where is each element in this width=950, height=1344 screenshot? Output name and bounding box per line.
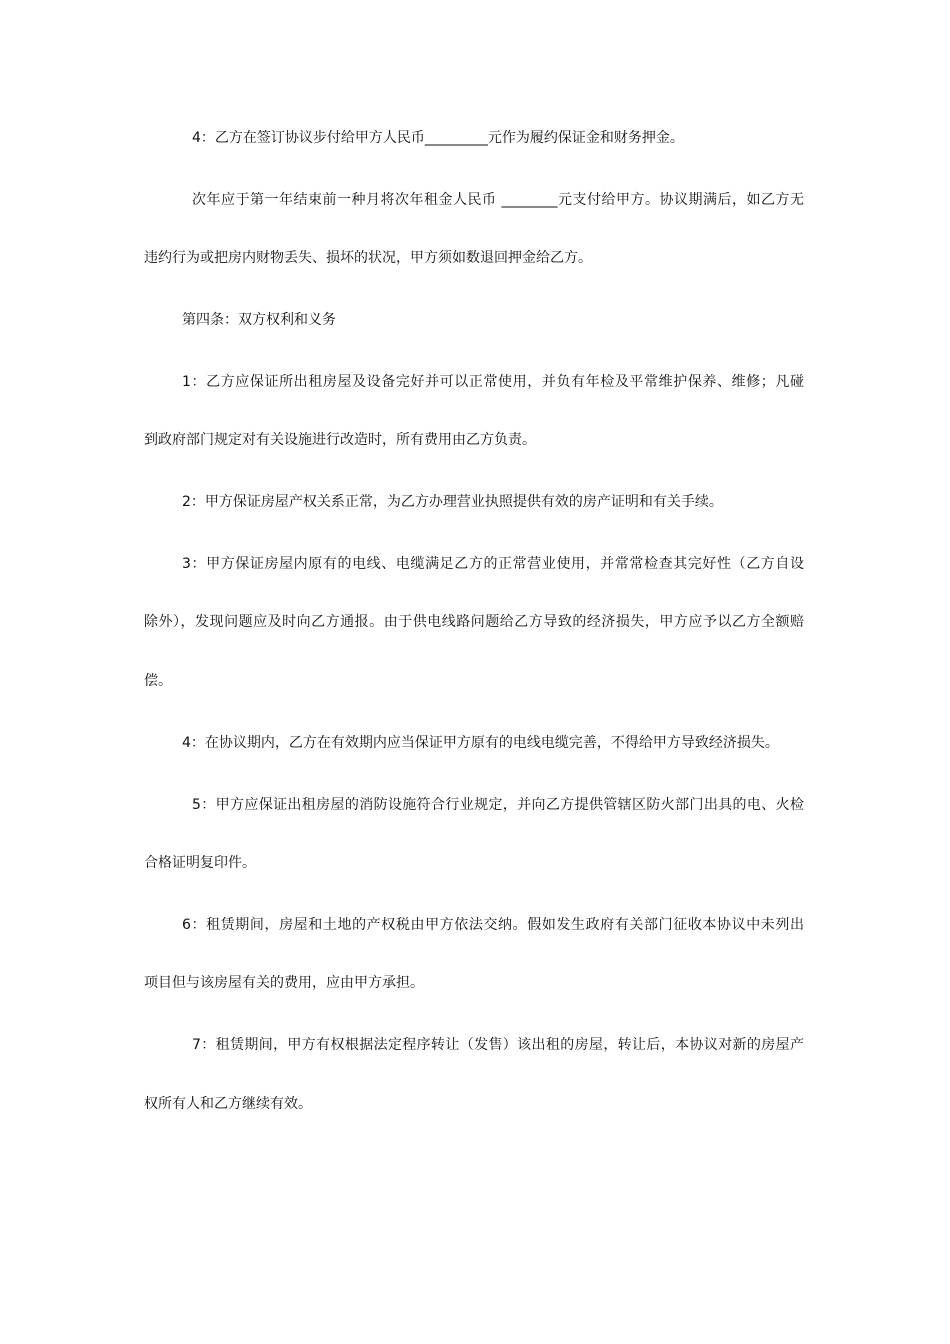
text-line-8: 3：甲方保证房屋内原有的电线、电缆满足乙方的正常营业使用，并常常检查其完好性（乙方自设 xyxy=(182,556,804,572)
text-line-16: 7：租赁期间，甲方有权根据法定程序转让（发售）该出租的房屋，转让后，本协议对新的房屋产 xyxy=(192,1037,804,1053)
text-line-2: 次年应于第一年结束前一种月将次年租金人民币 ________元支付给甲方。协议期满后，如乙方无 xyxy=(192,192,804,208)
text-line-7: 2：甲方保证房屋产权关系正常，为乙方办理营业执照提供有效的房产证明和有关手续。 xyxy=(182,494,723,510)
text-line-13: 合格证明复印件。 xyxy=(144,855,256,871)
text-line-5: 1：乙方应保证所出租房屋及设备完好并可以正常使用，并负有年检及平常维护保养、维修；凡碰 xyxy=(182,374,804,390)
text-line-1: 4：乙方在签订协议步付给甲方人民币_________元作为履约保证金和财务押金。 xyxy=(192,130,684,146)
text-line-15: 项目但与该房屋有关的费用，应由甲方承担。 xyxy=(144,975,424,991)
text-line-17: 权所有人和乙方继续有效。 xyxy=(144,1096,312,1112)
text-line-14: 6：租赁期间，房屋和土地的产权税由甲方依法交纳。假如发生政府有关部门征收本协议中未列出 xyxy=(182,917,804,933)
text-line-12: 5：甲方应保证出租房屋的消防设施符合行业规定，并向乙方提供管辖区防火部门出具的电、火检 xyxy=(192,797,804,813)
section-heading: 第四条：双方权利和义务 xyxy=(182,312,336,328)
text-line-10: 偿。 xyxy=(144,673,172,689)
text-line-11: 4：在协议期内，乙方在有效期内应当保证甲方原有的电线电缆完善，不得给甲方导致经济损失。 xyxy=(182,735,779,751)
text-line-3: 违约行为或把房内财物丢失、损坏的状况，甲方须如数退回押金给乙方。 xyxy=(144,250,592,266)
text-line-9: 除外），发现问题应及时向乙方通报。由于供电线路问题给乙方导致的经济损失，甲方应予以乙方全额赔 xyxy=(144,614,804,630)
text-line-6: 到政府部门规定对有关设施进行改造时，所有费用由乙方负责。 xyxy=(144,432,536,448)
